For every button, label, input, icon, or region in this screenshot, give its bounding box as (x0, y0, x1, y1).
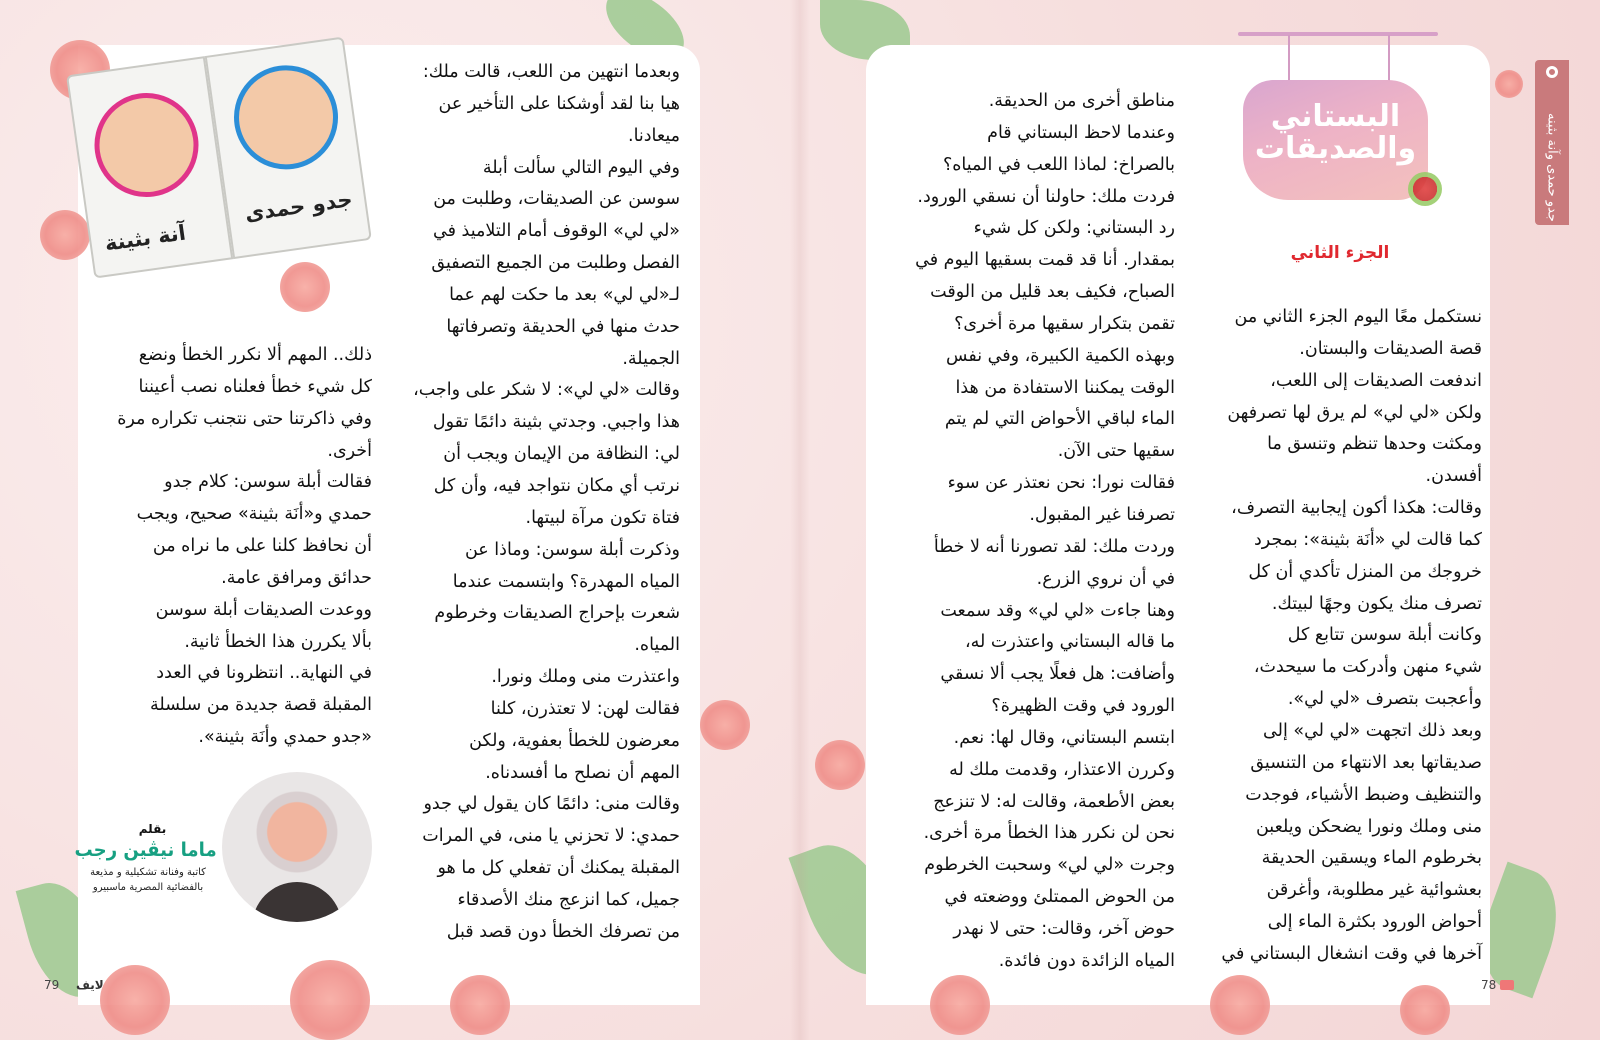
part-label: الجزء الثاني (1290, 243, 1390, 263)
text-line: المقبلة قصة جديدة من سلسلة (150, 695, 372, 716)
text-line: من تصرفك الخطأ دون قصد قبل (446, 921, 680, 942)
text-line: وجرت «لي لي» وسحبت الخرطوم (924, 855, 1175, 876)
text-line: وأضافت: هل فعلًا يجب ألا نسقي (940, 664, 1175, 685)
page-spine (790, 0, 810, 1040)
text-line: في أن نروي الزرع. (1036, 568, 1175, 589)
text-line: ميعادنا. (628, 125, 680, 146)
text-line: اندفعت الصديقات إلى اللعب، (1270, 370, 1482, 391)
text-line: الوقت يمكننا الاستفادة من هذا (955, 377, 1175, 398)
text-line: أحواض الورود بكثرة الماء إلى (1267, 912, 1482, 933)
text-line: في النهاية.. انتظرونا في العدد (156, 663, 372, 684)
text-line: حمدي: لا تحزني يا منى، في المرات (422, 826, 680, 847)
text-line: والتنظيف وضبط الأشياء، فوجدت (1245, 784, 1482, 805)
text-column-a (1192, 302, 1482, 971)
sign-bar (1238, 32, 1438, 36)
text-line: جميل، كما انزعج منك الأصدقاء (457, 889, 680, 910)
text-line: وقالت «لي لي»: لا شكر على واجب، (413, 380, 680, 401)
text-line: آخرها في وقت انشغال البستاني في (1221, 943, 1482, 964)
page-number-right: 78 (1481, 978, 1497, 992)
text-line: بعشوائية غير مطلوبة، وأغرقن (1266, 880, 1482, 901)
page-number-left: 79 (44, 978, 60, 992)
text-line: وذكرت أبلة سوسن: وماذا عن (464, 539, 680, 560)
text-line: نحن لن نكرر هذا الخطأ مرة أخرى. (923, 823, 1175, 844)
text-line: تصرف منك يكون وجهًا لبيتك. (1271, 593, 1482, 614)
text-line: شعرت بإحراج الصديقات وخرطوم (434, 603, 680, 624)
text-line: وفي اليوم التالي سألت أبلة (482, 157, 680, 178)
text-line: رد البستاني: ولكن كل شيء (973, 218, 1175, 239)
text-line: فقالت لهن: لا تعتذرن، كلنا (490, 698, 680, 719)
brand-label: لايف (76, 978, 104, 992)
text-line: شيء منهن وأدركت ما سيحدث، (1253, 657, 1482, 678)
text-line: سوسن عن الصديقات، وطلبت من (433, 189, 680, 210)
flower-decoration (280, 262, 330, 312)
text-line: الصباح، فكيف بعد قليل من الوقت (930, 282, 1175, 303)
text-line: ذلك.. المهم ألا نكرر الخطأ ونضع (138, 345, 372, 365)
flower-decoration (290, 960, 370, 1040)
text-line: أفسدن. (1425, 466, 1482, 487)
text-line: بالصراخ: لماذا اللعب في المياه؟ (942, 154, 1175, 175)
text-line: بعض الأطعمة، وقالت له: لا تنزعج (933, 791, 1175, 812)
byline-label: بقلم (138, 822, 167, 836)
text-line: معرضون للخطأ بعفوية، ولكن (469, 730, 680, 751)
author-role-line2: بالفضائية المصرية ماسبيرو (92, 882, 204, 893)
text-line: المياه الزائدة دون فائدة. (998, 950, 1175, 971)
text-line: الورود في وقت الظهيرة؟ (991, 696, 1175, 717)
text-line: وعندما لاحظ البستاني قام (987, 122, 1175, 143)
text-line: لي: النظافة من الإيمان ويجب أن (443, 444, 680, 465)
section-tab-label: جدو حمدى وآنة بثينه (1544, 113, 1560, 222)
text-line: بمقدار. أنا قد قمت بسقيها اليوم في (915, 250, 1175, 271)
text-line: هيا بنا لقد أوشكنا على التأخير عن (438, 93, 680, 114)
text-line: ووعدت الصديقات أبلة سوسن (155, 599, 372, 620)
text-line: «لي لي» الوقوف أمام التلاميذ في (433, 221, 680, 242)
text-line: كما قالت لي «أنَة بثينة»: بمجرد (1254, 529, 1482, 550)
text-line: ولكن «لي لي» لم يرق لها تصرفهن (1227, 402, 1482, 423)
text-line: الفصل وطلبت من الجميع التصفيق (431, 253, 680, 274)
flower-decoration (700, 700, 750, 750)
text-line: مناطق أخرى من الحديقة. (988, 91, 1175, 111)
flower-decoration (1210, 975, 1270, 1035)
text-line: المياه المهدرة؟ وابتسمت عندما (452, 571, 680, 592)
flower-decoration (450, 975, 510, 1035)
flower-decoration (1400, 985, 1450, 1035)
text-line: حدث منها في الحديقة وتصرفاتها (446, 316, 680, 337)
text-line: المهم أن نصلح ما أفسدناه. (485, 762, 680, 783)
text-line: فردت ملك: حاولنا أن نسقي الورود. (917, 186, 1175, 207)
text-line: بخرطوم الماء ويسقين الحديقة (1261, 848, 1482, 869)
text-line: سقيها حتى الآن. (1057, 441, 1175, 462)
text-line: «جدو حمدي وأنَة بثينة». (198, 727, 372, 748)
author-role-line1: كاتبة وفنانة تشكيلية و مذيعة (90, 867, 206, 878)
text-line: خروجك من المنزل تأكدي أن كل (1248, 561, 1482, 582)
flower-decoration (815, 740, 865, 790)
sign-rope (1288, 35, 1290, 83)
text-line: هذا واجبي. وجدتي بثينة دائمًا تقول (432, 412, 680, 433)
story-title-line1: البستاني (1270, 99, 1401, 134)
text-line: تصرفنا غير المقبول. (1029, 504, 1175, 525)
text-line: وقالت: هكذا أكون إيجابية التصرف، (1231, 498, 1482, 519)
text-line: وردت ملك: لقد تصورنا أنه لا خطأ (933, 536, 1175, 557)
text-line: وكررن الاعتذار، وقدمت ملك له (949, 759, 1175, 780)
story-title-line2: والصديقات (1254, 131, 1417, 166)
text-line: وكانت أبلة سوسن تتابع كل (1287, 625, 1482, 646)
text-line: أن نحافظ كلنا على ما نراه من (152, 536, 372, 557)
flower-decoration (930, 975, 990, 1035)
author-name: ماما نيڤين رجب (74, 839, 217, 861)
text-line: المقبلة يمكنك أن تفعلي كل ما هو (437, 858, 680, 879)
text-line: أخرى. (327, 440, 372, 461)
text-line: المياه. (634, 635, 680, 656)
author-photo (222, 772, 372, 922)
text-column-b (880, 86, 1175, 978)
text-line: الماء لباقي الأحواض التي لم يتم (944, 409, 1175, 430)
text-line: وبهذه الكمية الكبيرة، وفي نفس (946, 345, 1175, 366)
text-line: وقالت منى: دائمًا كان يقول لي جدو (423, 794, 680, 815)
text-column-c (390, 57, 680, 949)
text-line: حدائق ومرافق عامة. (221, 567, 372, 588)
book-illustration (56, 35, 384, 295)
sign-rope (1388, 35, 1390, 83)
text-line: حوض آخر، وقالت: حتى لا نهدر (953, 918, 1175, 939)
text-line: ما قاله البستاني واعتذرت له، (964, 632, 1175, 653)
text-line: ومكثت وحدها تنظم وتنسق ما (1267, 434, 1482, 455)
eye-icon (1546, 66, 1558, 78)
text-line: واعتذرت منى وملك ونورا. (491, 667, 680, 688)
flower-decoration (1495, 70, 1523, 98)
grandma-label: آنة بثينة (103, 220, 188, 256)
flower-decoration (1408, 172, 1442, 206)
text-line: نرتب أي مكان نتواجد فيه، وأن كل (433, 475, 680, 496)
text-line: وهنا جاءت «لي لي» وقد سمعت (940, 600, 1175, 621)
text-line: فقالت أبلة سوسن: كلام جدو (164, 472, 372, 493)
camera-icon (1500, 980, 1514, 990)
text-line: حمدي و«أنَة بثينة» صحيح، ويجب (136, 504, 372, 525)
flower-decoration (100, 965, 170, 1035)
text-line: وأعجبت بتصرف «لي لي». (1287, 689, 1482, 710)
text-column-d (87, 340, 372, 754)
grandpa-label: جدو حمدى (243, 187, 354, 226)
text-line: وبعدما انتهين من اللعب، قالت ملك: (422, 62, 680, 82)
text-line: وفي ذاكرتنا حتى نتجنب تكراره مرة (117, 408, 372, 429)
text-line: نستكمل معًا اليوم الجزء الثاني من (1234, 307, 1482, 327)
text-line: تقمن بتكرار سقيها مرة أخرى؟ (954, 313, 1175, 334)
text-line: وبعد ذلك اتجهت «لي لي» إلى (1263, 720, 1482, 741)
text-line: قصة الصديقات والبستان. (1299, 338, 1482, 359)
text-line: صديقاتها بعد الانتهاء من التنسيق (1250, 752, 1482, 773)
text-line: الجميلة. (622, 348, 680, 369)
text-line: بألا يكررن هذا الخطأ ثانية. (184, 631, 372, 652)
text-line: فتاة تكون مرآة لبيتها. (525, 507, 680, 528)
text-line: فقالت نورا: نحن نعتذر عن سوء (947, 473, 1175, 494)
text-line: منى وملك ونورا يضحكن ويلعبن (1255, 816, 1482, 837)
text-line: لـ«لي لي» بعد ما حكت لهم عما (449, 284, 680, 305)
text-line: ابتسم البستاني، وقال لها: نعم. (953, 727, 1175, 748)
text-line: من الحوض الممتلئ ووضعته في (944, 887, 1175, 908)
text-line: كل شيء خطأ فعلناه نصب أعيننا (138, 376, 372, 397)
